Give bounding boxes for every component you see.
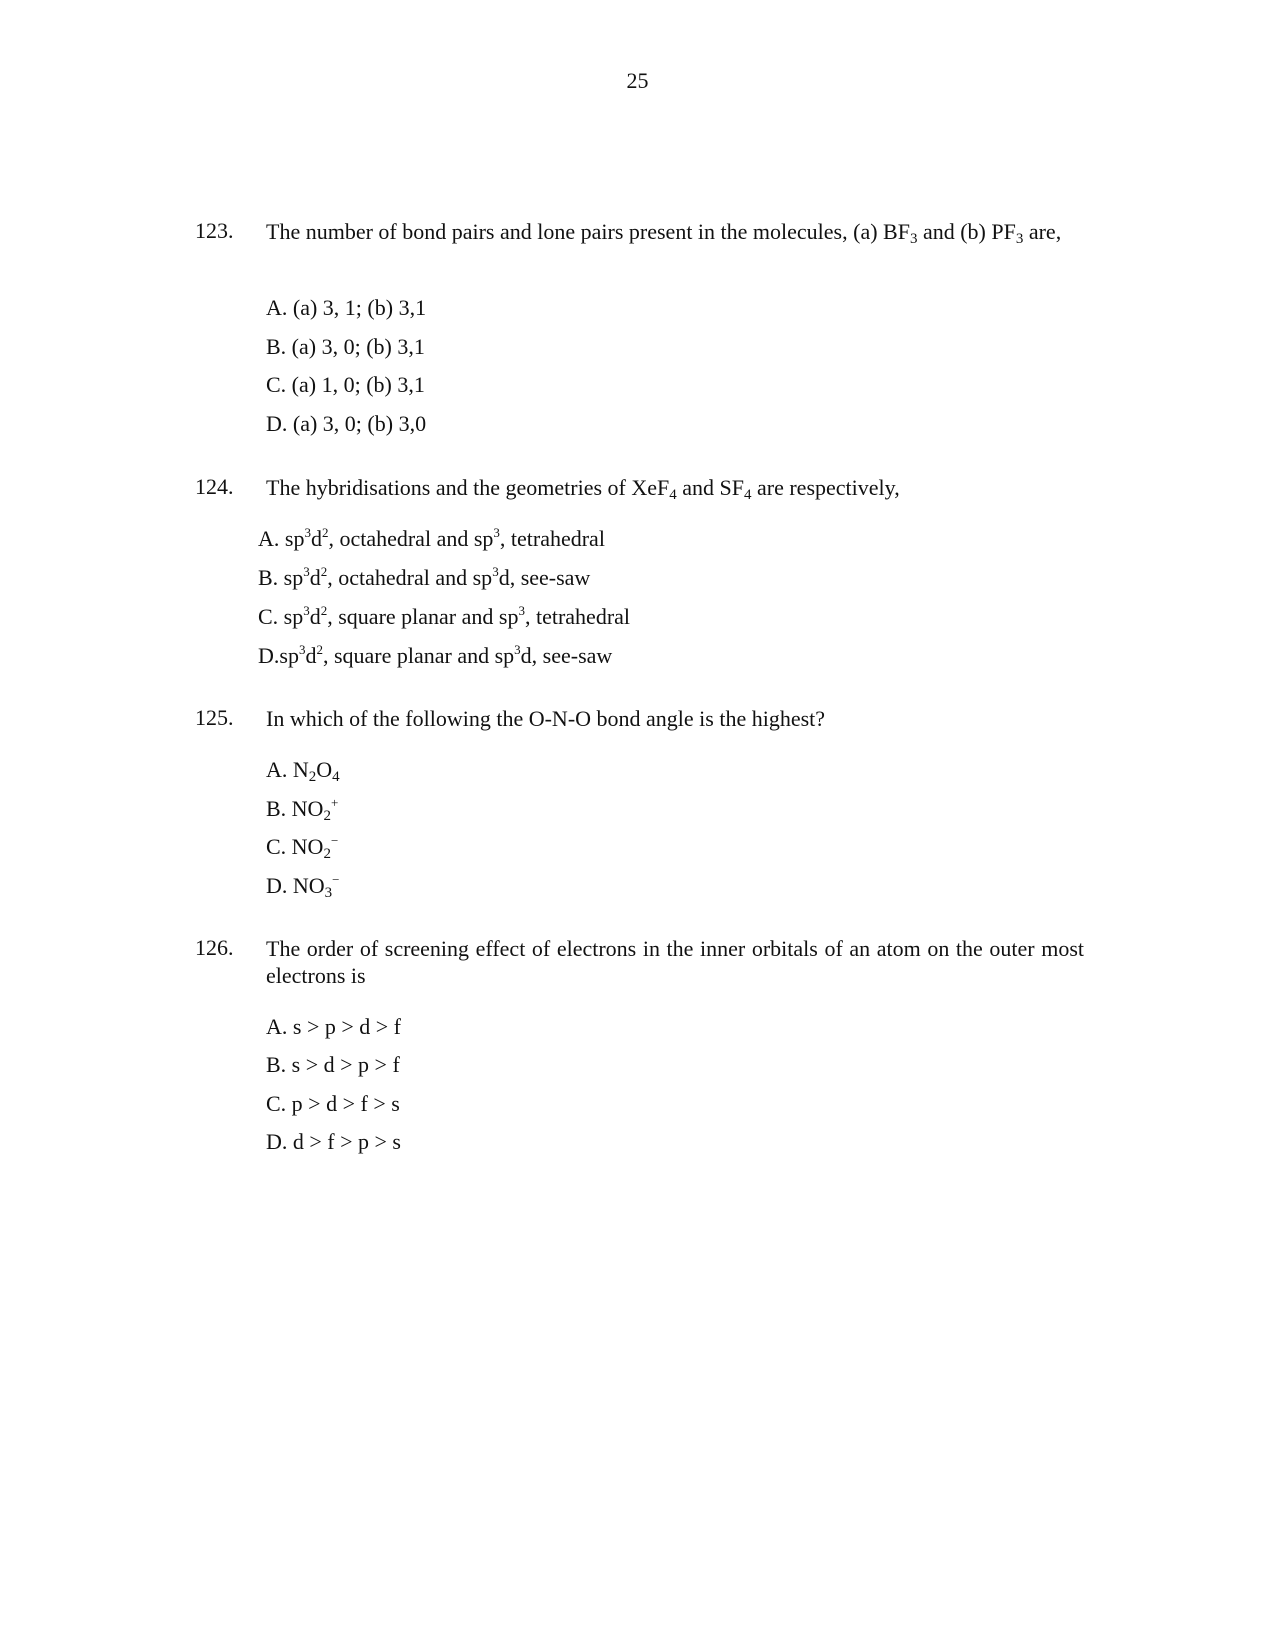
option-d: D. $NO_3^-$ [266,872,340,901]
page-number: 25 [626,68,649,93]
option-b: B. $sp^3d^2$, octahedral and $sp^3d$, see-saw [258,564,591,590]
question-stem: The hybridisations and the geometries of XeF$_4$ and $SF_4$ are respectively, [266,475,900,503]
option-b: B. $NO_2^+$ [266,795,339,824]
option-a: A. $sp^3d^2$, octahedral and $sp^3$, tetrahedral [258,525,605,551]
question-number: 125. [195,705,234,730]
option-c: C. p > d > f > s [266,1091,400,1116]
option-a: A. s > p > d > f [266,1014,401,1039]
option-b: B. s > d > p > f [266,1052,400,1077]
option-c: C. (a) 1, 0; (b) 3,1 [266,372,425,397]
option-d: D. d > f > p > s [266,1129,401,1154]
question-number: 123. [195,218,234,243]
question-stem: The number of bond pairs and lone pairs present in the molecules, (a) $BF_3$ and (b) $PF_3$ are, [266,219,1062,247]
option-a: A. $N_2O_4$ [266,757,340,785]
option-b: B. (a) 3, 0; (b) 3,1 [266,334,425,359]
option-d: D. (a) 3, 0; (b) 3,0 [266,411,427,436]
option-c: C. $NO_2^-$ [266,833,339,862]
question-stem: In which of the following the O-N-O bond angle is the highest? [266,706,826,731]
option-c: C. $sp^3d^2$, square planar and $sp^3$, tetrahedral [258,603,631,629]
question-number: 126. [195,935,234,960]
question-number: 124. [195,474,234,499]
option-a: A. (a) 3, 1; (b) 3,1 [266,295,427,320]
option-d: $D.sp^3d^2$, square planar and $sp^3d$, see-saw [258,642,613,668]
question-stem: The order of screening effect of electrons in the inner orbitals of an atom on the outer most electrons is [266,936,1084,988]
